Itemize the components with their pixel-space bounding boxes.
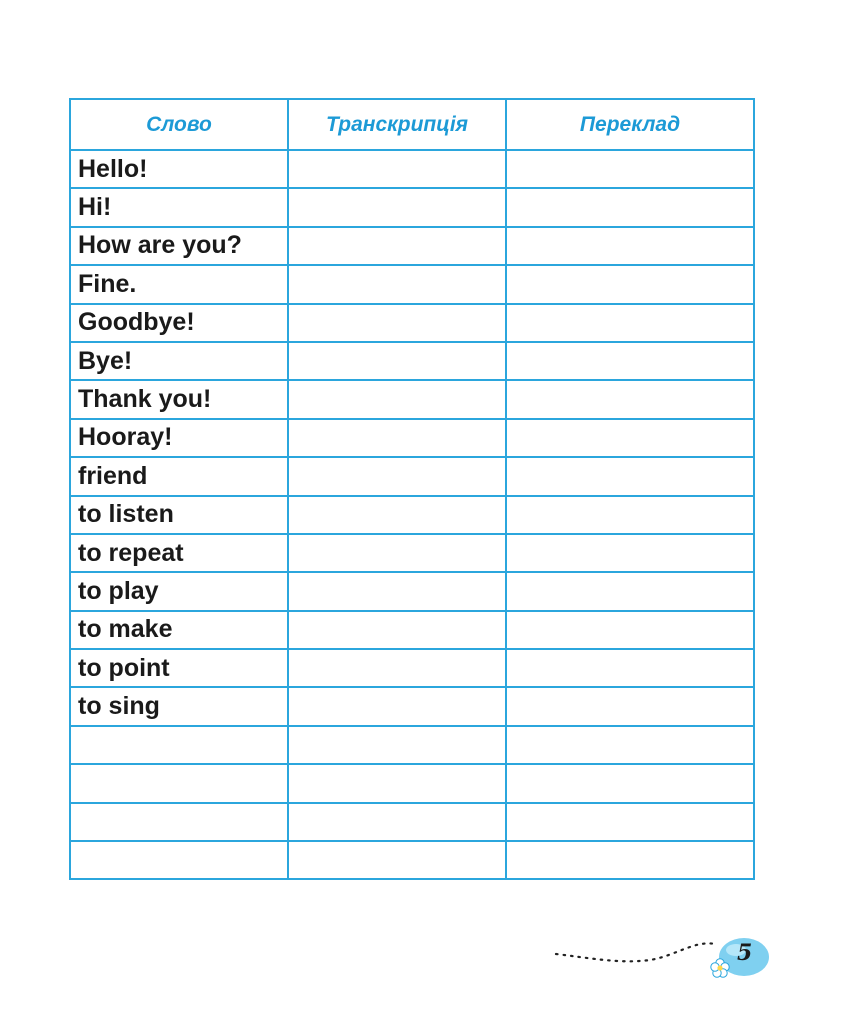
table-row bbox=[70, 227, 754, 265]
cell-transcription bbox=[288, 572, 506, 610]
table-row bbox=[70, 726, 754, 764]
cell-transcription bbox=[288, 611, 506, 649]
cell-word: How are you? bbox=[70, 227, 288, 265]
cell-translation bbox=[506, 534, 754, 572]
cell-translation bbox=[506, 342, 754, 380]
table-row bbox=[70, 841, 754, 879]
table-row bbox=[70, 764, 754, 802]
vocabulary-table bbox=[69, 98, 755, 880]
cell-translation bbox=[506, 457, 754, 495]
dotted-trail bbox=[556, 943, 715, 961]
table-row bbox=[70, 342, 754, 380]
cell-transcription bbox=[288, 534, 506, 572]
header-translation: Переклад bbox=[506, 99, 754, 150]
cell-transcription bbox=[288, 265, 506, 303]
cell-word: Hi! bbox=[70, 188, 288, 226]
cell-word: Thank you! bbox=[70, 380, 288, 418]
table-row bbox=[70, 457, 754, 495]
cell-translation bbox=[506, 419, 754, 457]
cell-word bbox=[70, 803, 288, 841]
table-row bbox=[70, 572, 754, 610]
header-word: Слово bbox=[70, 99, 288, 150]
cell-word: to sing bbox=[70, 687, 288, 725]
cell-word: to make bbox=[70, 611, 288, 649]
cell-transcription bbox=[288, 803, 506, 841]
cell-transcription bbox=[288, 649, 506, 687]
cell-translation bbox=[506, 304, 754, 342]
cell-translation bbox=[506, 496, 754, 534]
cell-transcription bbox=[288, 342, 506, 380]
cell-transcription bbox=[288, 764, 506, 802]
cell-transcription bbox=[288, 457, 506, 495]
cell-word bbox=[70, 764, 288, 802]
cell-transcription bbox=[288, 496, 506, 534]
cell-translation bbox=[506, 687, 754, 725]
cell-transcription bbox=[288, 188, 506, 226]
cell-translation bbox=[506, 803, 754, 841]
cell-word: Fine. bbox=[70, 265, 288, 303]
cell-translation bbox=[506, 649, 754, 687]
cell-translation bbox=[506, 188, 754, 226]
header-transcription: Транскрипція bbox=[288, 99, 506, 150]
cell-word: to point bbox=[70, 649, 288, 687]
cell-word: Bye! bbox=[70, 342, 288, 380]
cell-translation bbox=[506, 227, 754, 265]
cell-translation bbox=[506, 150, 754, 188]
cell-translation bbox=[506, 572, 754, 610]
table-header-row bbox=[70, 99, 754, 150]
cell-transcription bbox=[288, 726, 506, 764]
table-row bbox=[70, 687, 754, 725]
cell-transcription bbox=[288, 304, 506, 342]
table-row bbox=[70, 304, 754, 342]
cell-word: friend bbox=[70, 457, 288, 495]
table-row bbox=[70, 649, 754, 687]
cell-transcription bbox=[288, 687, 506, 725]
cell-word: Goodbye! bbox=[70, 304, 288, 342]
cell-transcription bbox=[288, 841, 506, 879]
table-row bbox=[70, 803, 754, 841]
cell-transcription bbox=[288, 150, 506, 188]
table-body bbox=[70, 150, 754, 879]
cell-word: to repeat bbox=[70, 534, 288, 572]
table-row bbox=[70, 419, 754, 457]
cell-translation bbox=[506, 726, 754, 764]
table-row bbox=[70, 611, 754, 649]
cell-transcription bbox=[288, 380, 506, 418]
cell-word: Hooray! bbox=[70, 419, 288, 457]
cell-word: to play bbox=[70, 572, 288, 610]
table-row bbox=[70, 265, 754, 303]
cell-translation bbox=[506, 380, 754, 418]
table-row bbox=[70, 380, 754, 418]
cell-translation bbox=[506, 764, 754, 802]
cell-translation bbox=[506, 265, 754, 303]
table-row bbox=[70, 150, 754, 188]
cell-word: Hello! bbox=[70, 150, 288, 188]
cell-translation bbox=[506, 841, 754, 879]
cell-word: to listen bbox=[70, 496, 288, 534]
page-number: 5 bbox=[737, 940, 753, 966]
table-row bbox=[70, 534, 754, 572]
cell-transcription bbox=[288, 227, 506, 265]
table-row bbox=[70, 496, 754, 534]
cell-word bbox=[70, 841, 288, 879]
cell-transcription bbox=[288, 419, 506, 457]
cell-translation bbox=[506, 611, 754, 649]
cell-word bbox=[70, 726, 288, 764]
table-row bbox=[70, 188, 754, 226]
